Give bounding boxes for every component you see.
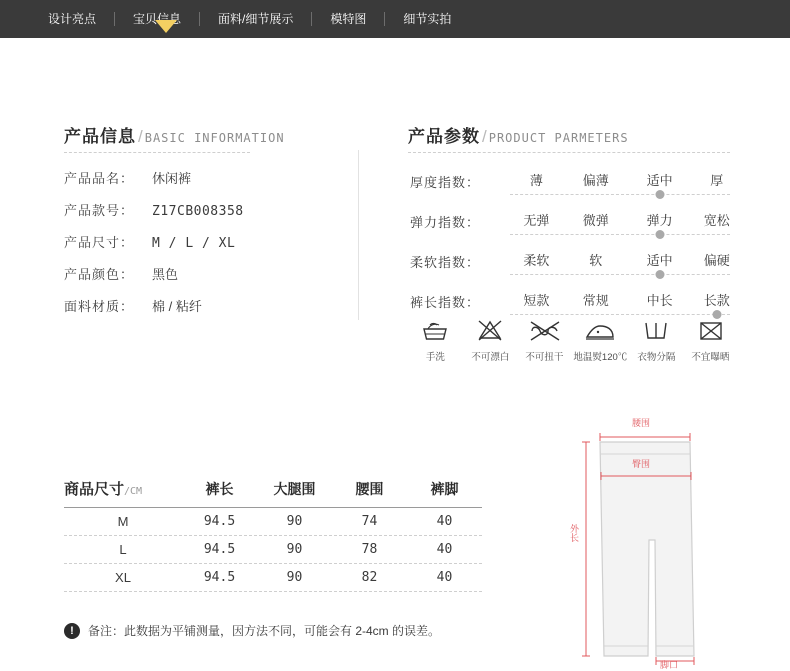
cell-inseam: 94.5 [203, 542, 236, 557]
cell-thigh: 90 [286, 542, 303, 557]
param-option[interactable]: 长款 [703, 293, 730, 308]
param-axis [510, 194, 730, 195]
basic-info-heading-cn: 产品信息 [64, 127, 136, 146]
hand-wash-icon [408, 318, 463, 344]
diagram-label-hem: 脚口 [660, 660, 679, 670]
size-table [64, 478, 482, 592]
nav-item-design[interactable]: 设计亮点 [48, 12, 97, 26]
note-text: 备注：此数据为平铺测量，因方法不同，可能会有 2-4cm 的误差。 [88, 624, 441, 638]
param-option[interactable]: 微弹 [582, 213, 609, 228]
info-label: 产品款号： [64, 203, 135, 218]
info-label: 面料材质： [64, 299, 135, 314]
param-scale[interactable] [510, 248, 730, 282]
param-option[interactable]: 宽松 [703, 213, 730, 228]
cell-hem: 40 [436, 514, 453, 529]
param-option[interactable]: 偏薄 [582, 173, 609, 188]
care-caption: 地温熨120℃ [573, 352, 628, 363]
care-caption: 不可漂白 [470, 352, 509, 363]
param-scale[interactable] [510, 208, 730, 242]
param-option[interactable]: 厚 [710, 173, 724, 188]
basic-info-heading [64, 122, 285, 147]
info-value: 棉 / 粘纤 [152, 299, 202, 314]
params-heading [408, 122, 629, 147]
table-row [64, 536, 482, 564]
table-row [64, 564, 482, 592]
param-option[interactable]: 软 [589, 253, 603, 268]
cell-hem: 40 [436, 570, 453, 585]
nav-item-model[interactable]: 模特图 [330, 12, 367, 26]
param-option[interactable]: 适中 [646, 173, 673, 188]
diagram-label-hip: 臀围 [632, 459, 651, 469]
care-caption: 手洗 [425, 352, 445, 363]
param-option[interactable]: 偏硬 [703, 253, 730, 268]
column-header-waist: 腰围 [355, 481, 384, 497]
active-tab-arrow-icon [155, 20, 177, 33]
cell-waist: 82 [361, 570, 378, 585]
column-header-inseam: 裤长 [205, 481, 234, 497]
info-row [64, 296, 202, 315]
top-nav-items [0, 0, 469, 38]
diagram-label-outseam: 外长 [569, 524, 579, 542]
info-value: 休闲裤 [152, 171, 192, 186]
info-value: M / L / XL [152, 236, 236, 251]
info-row [64, 200, 244, 219]
cell-hem: 40 [436, 542, 453, 557]
param-option[interactable]: 中长 [646, 293, 673, 308]
column-divider [358, 150, 359, 320]
param-selected-dot [655, 270, 664, 279]
top-nav [0, 0, 790, 38]
param-option[interactable]: 常规 [582, 293, 609, 308]
care-item [629, 318, 684, 363]
param-axis [510, 314, 730, 315]
nav-item-fabric-detail[interactable]: 面料/细节展示 [218, 12, 294, 26]
size-table-title-cn: 商品尺寸 [64, 481, 125, 498]
info-row [64, 232, 235, 251]
row-size: M [117, 514, 129, 529]
row-size: L [119, 542, 127, 557]
care-item [463, 318, 518, 363]
care-item [408, 318, 463, 363]
nav-item-product-info[interactable]: 宝贝信息 [133, 12, 182, 26]
nav-item-detail-photo[interactable]: 细节实拍 [403, 12, 452, 26]
params-underline [408, 152, 730, 153]
no-wring-icon [517, 318, 572, 344]
column-header-hem: 裤脚 [430, 481, 459, 497]
param-row-softness [410, 248, 730, 282]
size-table-title-unit: /CM [124, 486, 143, 497]
params-heading-en: PRODUCT PARMETERS [488, 131, 629, 145]
cell-inseam: 94.5 [203, 514, 236, 529]
care-item [517, 318, 572, 363]
exclamation-icon: ! [64, 623, 80, 639]
size-table-header [64, 478, 482, 508]
no-sun-dry-icon [683, 318, 738, 344]
info-label: 产品尺寸： [64, 235, 135, 250]
param-option[interactable]: 弹力 [646, 213, 673, 228]
column-header-thigh: 大腿围 [273, 481, 316, 497]
param-selected-dot [655, 190, 664, 199]
param-axis [510, 234, 730, 235]
care-caption: 衣物分隔 [636, 352, 675, 363]
diagram-label-waist: 腰围 [632, 418, 651, 428]
no-bleach-icon [463, 318, 518, 344]
heading-slash: / [482, 127, 487, 146]
param-option[interactable]: 无弹 [523, 213, 550, 228]
param-row-length [410, 288, 730, 322]
param-option[interactable]: 柔软 [523, 253, 550, 268]
cell-inseam: 94.5 [203, 570, 236, 585]
care-instructions [408, 318, 738, 368]
care-caption: 不宜曝晒 [691, 352, 730, 363]
info-label: 产品品名： [64, 171, 135, 186]
param-option[interactable]: 适中 [646, 253, 673, 268]
info-row [64, 264, 178, 283]
info-value: Z17CB008358 [152, 204, 244, 219]
size-table-title [64, 478, 182, 499]
param-row-thickness [410, 168, 730, 202]
param-option[interactable]: 短款 [523, 293, 550, 308]
param-label: 弹力指数： [410, 215, 481, 230]
heading-slash: / [138, 127, 143, 146]
param-selected-dot [655, 230, 664, 239]
pants-outline-svg [560, 420, 750, 666]
param-scale[interactable] [510, 168, 730, 202]
basic-info-underline [64, 152, 250, 153]
measurement-diagram [560, 418, 750, 670]
cell-thigh: 90 [286, 514, 303, 529]
param-label: 柔软指数： [410, 255, 481, 270]
care-caption: 不可扭干 [525, 352, 564, 363]
cell-waist: 78 [361, 542, 378, 557]
care-item [572, 318, 629, 363]
size-table-note [64, 622, 440, 639]
row-size: XL [115, 570, 131, 585]
basic-info-heading-en: BASIC INFORMATION [144, 131, 285, 145]
cell-waist: 74 [361, 514, 378, 529]
params-heading-cn: 产品参数 [408, 127, 480, 146]
info-label: 产品颜色： [64, 267, 135, 282]
cell-thigh: 90 [286, 570, 303, 585]
table-row [64, 508, 482, 536]
care-item [683, 318, 738, 363]
param-label: 裤长指数： [410, 295, 481, 310]
separate-wash-icon [629, 318, 684, 344]
param-axis [510, 274, 730, 275]
param-scale[interactable] [510, 288, 730, 322]
iron-low-icon [572, 318, 629, 344]
param-row-elasticity [410, 208, 730, 242]
info-value: 黑色 [152, 267, 179, 282]
info-row [64, 168, 191, 187]
param-option[interactable]: 薄 [529, 173, 543, 188]
param-label: 厚度指数： [410, 175, 481, 190]
